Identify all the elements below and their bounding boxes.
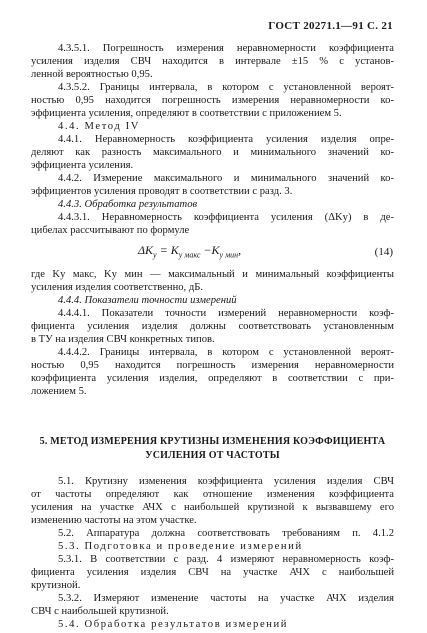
text-line: ностью 0,95 находится погрешность измерения неравномерности ко- xyxy=(31,95,394,106)
text-line: в ТУ на изделия СВЧ конкретных типов. xyxy=(31,334,215,345)
text-line: ленной вероятностью 0,95. xyxy=(31,69,153,80)
text-line: крутизной. xyxy=(31,580,81,591)
text-line: ностью 0,95 находится погрешность измерения неравномерности xyxy=(31,360,394,371)
formula: $\Delta K_у = K_{у макс} -K_{у мин}$, xyxy=(138,243,242,260)
text-line: 4.4.3.1. Неравномерность коэффициента усиления (ΔKу) в де- xyxy=(58,212,394,223)
text-line: ложением 5. xyxy=(31,386,87,397)
subsection-heading: 5.3. Подготовка и проведение измерений xyxy=(58,541,303,552)
subsection-heading: 5.4. Обработка результатов измерений xyxy=(58,619,289,630)
text-line: изменению частоты на этом участке. xyxy=(31,515,197,526)
text-line: эффициента усиления, определяют в соответствии с приложением 5. xyxy=(31,108,342,119)
method-heading: 4.4. Метод IV xyxy=(58,121,141,132)
text-line: 5.3.1. В соответствии с разд. 4 измеряют неравномерность коэф- xyxy=(58,554,394,565)
text-line: СВЧ с наибольшей крутизной. xyxy=(31,606,169,617)
subsection-heading: 4.4.4. Показатели точности измерений xyxy=(58,295,237,306)
text-line: коэффициента усиления изделия, определяют в соответствии с при- xyxy=(31,373,394,384)
text-line: усиления изделия СВЧ находится в интервале ±15 % с установ- xyxy=(31,56,394,67)
text-line: цибелах рассчитывают по формуле xyxy=(31,225,190,236)
text-line: от частоты определяют как отношение изменения коэффициента xyxy=(31,489,394,500)
text-line: фициента усиления изделия должны соответствовать установленным xyxy=(31,321,394,332)
text-line: усиления изделия соответственно, дБ. xyxy=(31,282,203,293)
page-header: ГОСТ 20271.1—91 С. 21 xyxy=(268,20,393,32)
text-line: 4.4.1. Неравномерность коэффициента усиления изделия опре- xyxy=(58,134,394,145)
text-line: 4.3.5.2. Границы интервала, в котором с установленной вероят- xyxy=(58,82,394,93)
text-line: 5.1. Крутизну изменения коэффициента усиления изделия СВЧ xyxy=(58,476,394,487)
text-line: деляют как разность максимального и минимального значений ко- xyxy=(31,147,394,158)
text-line: 4.4.4.2. Границы интервала, в котором с установленной вероят- xyxy=(58,347,394,358)
text-line: эффициента усиления. xyxy=(31,160,134,171)
text-line: 4.4.4.1. Показатели точности измерений неравномерности коэф- xyxy=(58,308,394,319)
section-title: УСИЛЕНИЯ ОТ ЧАСТОТЫ xyxy=(145,450,280,461)
text-line: 5.2. Аппаратура должна соответствовать требованиям п. 4.1.2 xyxy=(58,528,394,539)
equation-number: (14) xyxy=(374,246,393,258)
text-line: эффициентов усиления проводят в соответствии с разд. 3. xyxy=(31,186,293,197)
text-line: фициента усиления изделия СВЧ на участке АЧХ с наибольшей xyxy=(31,567,394,578)
text-line: усиления на участке АЧХ с наибольшей крутизной к вызвавшему его xyxy=(31,502,394,513)
text-line: 4.3.5.1. Погрешность измерения неравномерности коэффициента xyxy=(58,43,394,54)
section-title: 5. МЕТОД ИЗМЕРЕНИЯ КРУТИЗНЫ ИЗМЕНЕНИЯ КОЭФФИЦИЕНТА xyxy=(39,436,386,447)
text-line: 4.4.2. Измерение максимального и минимального значений ко- xyxy=(58,173,394,184)
text-line: 5.3.2. Измеряют изменение частоты на участке АЧХ изделия xyxy=(58,593,394,604)
text-line: где Kу макс, Kу мин — максимальный и минимальный коэффициенты xyxy=(31,269,394,280)
subsection-heading: 4.4.3. Обработка результатов xyxy=(58,199,198,210)
